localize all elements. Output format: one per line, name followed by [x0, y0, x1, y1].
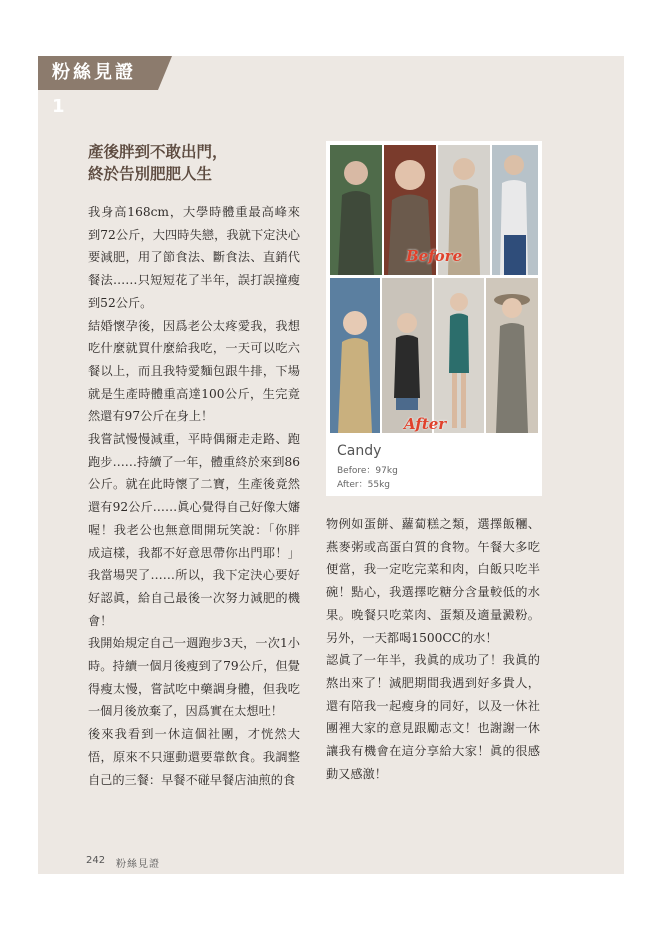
left-text-column [88, 201, 300, 791]
paragraph: 結婚懷孕後，因爲老公太疼愛我，我想吃什麼就買什麼給我吃，一天可以吃六餐以上，而且我特愛麵包跟牛排，下場就是生產時體重高達100公斤，生完竟然還有97公斤在身上！ [88, 318, 300, 424]
subject-name: Candy [337, 443, 382, 459]
after-photo-3 [434, 278, 484, 433]
right-text-column [326, 513, 540, 785]
page-number: 242 [86, 855, 106, 866]
paragraph: 認眞了一年半，我眞的成功了！我眞的熬出來了！減肥期間我遇到好多貴人，還有陪我一起瘦身的同好，以及一休社團裡大家的意見跟勵志文！也謝謝一休讓我有機會在這分享給大家！眞的很感動又感激！ [326, 653, 540, 781]
before-weight: Before：97kg [337, 466, 398, 476]
paragraph: 我身高168cm，大學時體重最高峰來到72公斤，大四時失戀，我就下定決心要減肥，用了節食法、斷食法、直銷代餐法……只短短花了半年，誤打誤撞瘦到52公斤。 [88, 205, 300, 310]
before-photo-4 [492, 145, 538, 275]
footer-section-label: 粉絲見證 [116, 859, 160, 870]
after-label: After [404, 415, 447, 433]
after-photo-2 [382, 278, 432, 433]
after-photo-1 [330, 278, 380, 433]
before-label: Before [406, 247, 463, 265]
before-after-photo-card [326, 141, 542, 496]
title-line-2: 終於告別肥肥人生 [88, 165, 213, 183]
before-photo-1 [330, 145, 382, 275]
after-weight: After：55kg [337, 480, 390, 490]
title-line-1: 產後胖到不敢出門， [88, 143, 228, 161]
after-photo-4 [486, 278, 538, 433]
paragraph: 物例如蛋餅、蘿蔔糕之類，選擇飯糰、燕麥粥或高蛋白質的食物。午餐大多吃便當，我一定吃完菜和肉，白飯只吃半碗！點心，我選擇吃糖分含量較低的水果。晚餐只吃菜肉、蛋類及適量澱粉。另外，一天都喝1500CC的水！ [326, 517, 540, 645]
article-title [88, 141, 308, 185]
paragraph: 後來我看到一休這個社團，才恍然大悟，原來不只運動還要靠飲食。我調整自己的三餐：早餐不碰早餐店油煎的食 [88, 727, 300, 787]
paragraph: 我開始規定自己一週跑步3天，一次1小時。持續一個月後瘦到了79公斤，但覺得瘦太慢，嘗試吃中藥調身體，但我吃一個月後放棄了，因爲實在太想吐！ [88, 636, 300, 719]
section-header-tab: 粉絲見證 1 [38, 56, 158, 90]
paragraph: 我嘗試慢慢減重，平時偶爾走走路、跑跑步……持續了一年，體重終於來到86公斤。就在此時懷了二寶，生產後竟然還有92公斤……眞心覺得自己好像大嬸喔！我老公也無意間開玩笑說：「你胖成這樣，我都不好意思帶你出門耶！」我當場哭了……所以，我下定決心要好好認眞，給自己最後一次努力減肥的機會！ [88, 432, 300, 628]
